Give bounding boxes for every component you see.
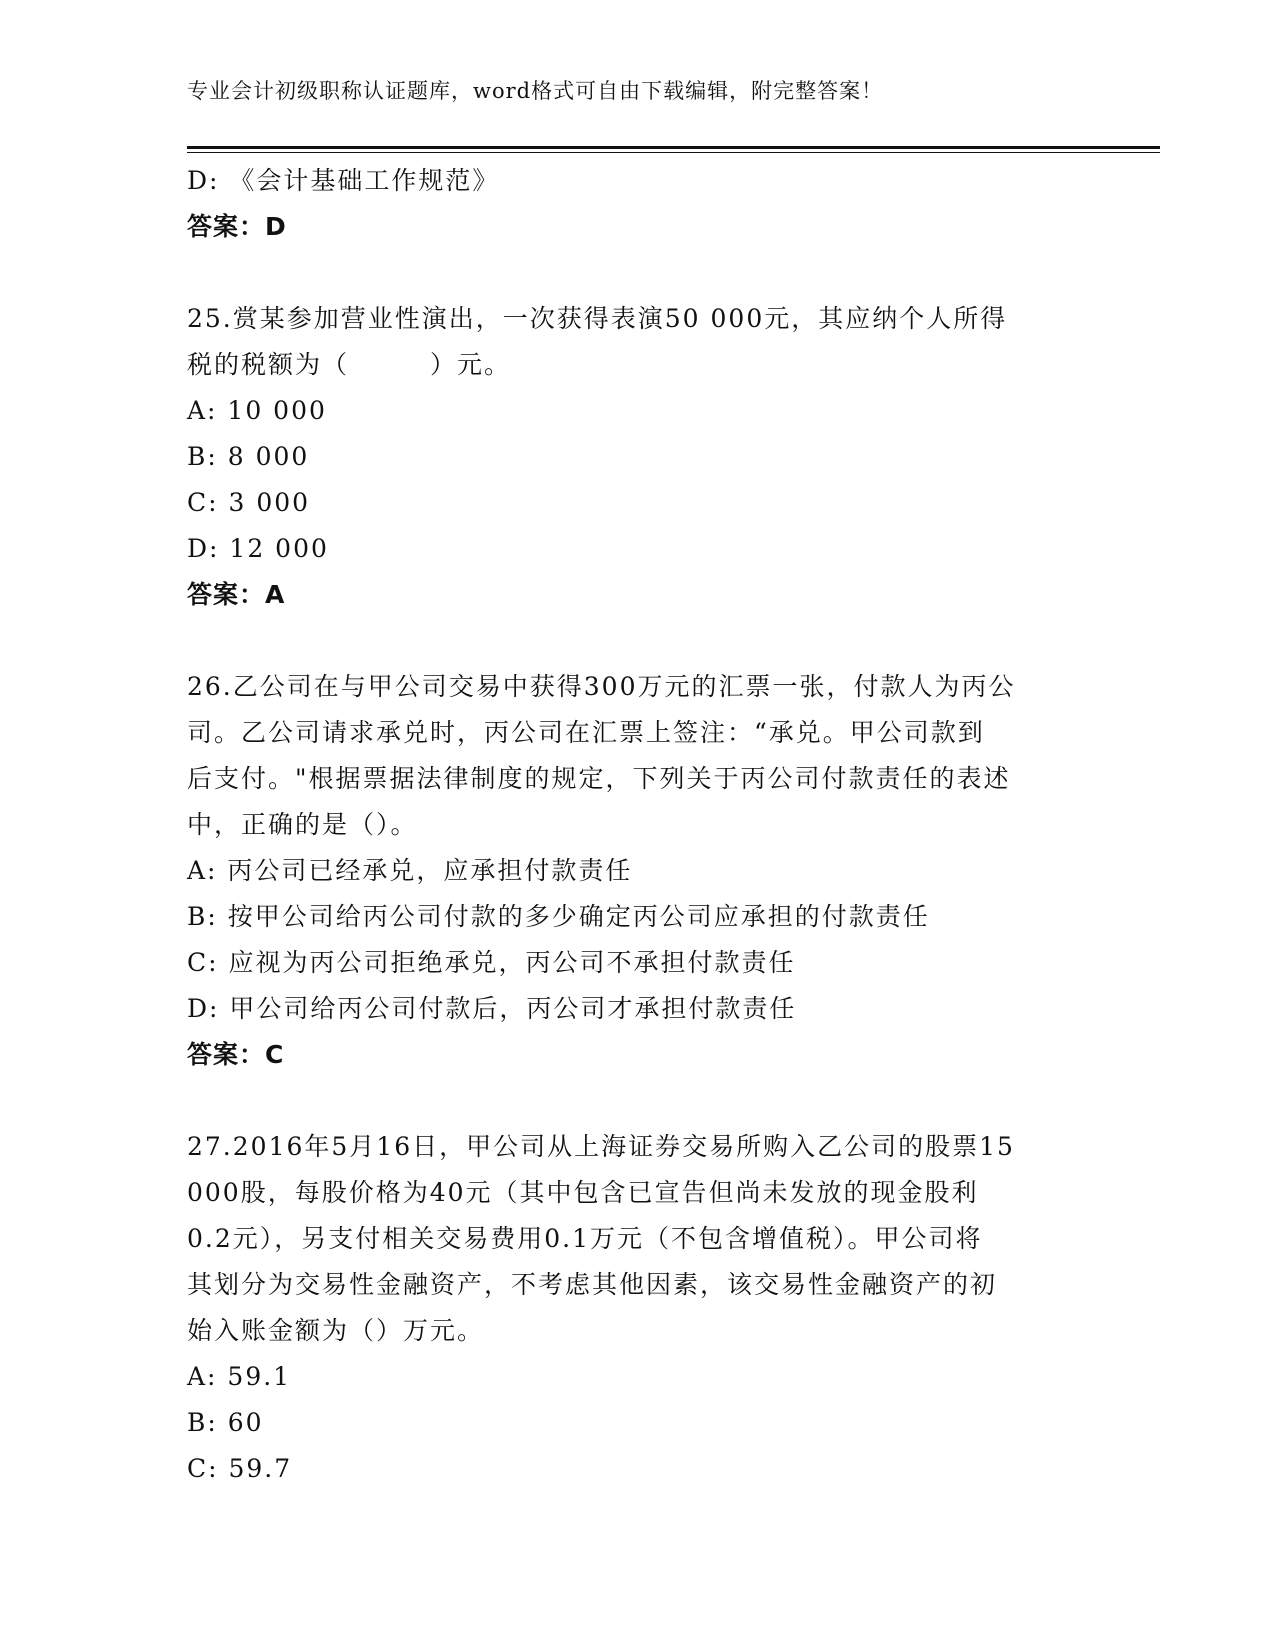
header-divider-thin bbox=[187, 152, 1160, 153]
option-b: B: 60 bbox=[187, 1408, 264, 1437]
question-26 bbox=[187, 664, 1087, 1078]
spacer bbox=[187, 618, 1087, 664]
option-d: D: 甲公司给丙公司付款后，丙公司才承担付款责任 bbox=[187, 994, 797, 1023]
answer-label: 答案：D bbox=[187, 212, 287, 241]
question-25 bbox=[187, 296, 1087, 618]
question-text-line: 25.赏某参加营业性演出，一次获得表演50 000元，其应纳个人所得 bbox=[187, 304, 1008, 333]
option-c: C: 59.7 bbox=[187, 1454, 293, 1483]
question-text-line: 26.乙公司在与甲公司交易中获得300万元的汇票一张，付款人为丙公 bbox=[187, 672, 1016, 701]
spacer bbox=[187, 250, 1087, 296]
question-27 bbox=[187, 1124, 1087, 1492]
option-c: C: 应视为丙公司拒绝承兑，丙公司不承担付款责任 bbox=[187, 948, 796, 977]
question-text-line: 27.2016年5月16日，甲公司从上海证券交易所购入乙公司的股票15 bbox=[187, 1132, 1015, 1161]
question-text-line: 其划分为交易性金融资产，不考虑其他因素，该交易性金融资产的初 bbox=[187, 1270, 998, 1299]
page-header: 专业会计初级职称认证题库，word格式可自由下载编辑，附完整答案！ bbox=[187, 79, 884, 103]
question-24-tail bbox=[187, 158, 1087, 250]
header-divider-thick bbox=[187, 146, 1160, 149]
answer-label: 答案：C bbox=[187, 1040, 285, 1069]
question-text-line: 始入账金额为（）万元。 bbox=[187, 1316, 485, 1345]
question-text-line: 0.2元），另支付相关交易费用0.1万元（不包含增值税）。甲公司将 bbox=[187, 1224, 983, 1253]
option-c: C: 3 000 bbox=[187, 488, 311, 517]
answer-label: 答案：A bbox=[187, 580, 286, 609]
question-text-line: 中，正确的是（）。 bbox=[187, 810, 418, 839]
option-b: B: 8 000 bbox=[187, 442, 310, 471]
question-text-line: 000股，每股价格为40元（其中包含已宣告但尚未发放的现金股利 bbox=[187, 1178, 979, 1207]
question-text-line: 后支付。"根据票据法律制度的规定，下列关于丙公司付款责任的表述 bbox=[187, 764, 1011, 793]
option-a: A: 59.1 bbox=[187, 1362, 292, 1391]
option-b: B: 按甲公司给丙公司付款的多少确定丙公司应承担的付款责任 bbox=[187, 902, 930, 931]
option-a: A: 丙公司已经承兑，应承担付款责任 bbox=[187, 856, 633, 885]
question-text-line: 司。乙公司请求承兑时，丙公司在汇票上签注：“承兑。甲公司款到 bbox=[187, 718, 985, 747]
option-d: D: 12 000 bbox=[187, 534, 329, 563]
spacer bbox=[187, 1078, 1087, 1124]
document-body bbox=[187, 158, 1087, 1492]
question-text-line: 税的税额为（ ）元。 bbox=[187, 350, 512, 379]
option-a: A: 10 000 bbox=[187, 396, 327, 425]
option-d: D: 《会计基础工作规范》 bbox=[187, 166, 500, 195]
